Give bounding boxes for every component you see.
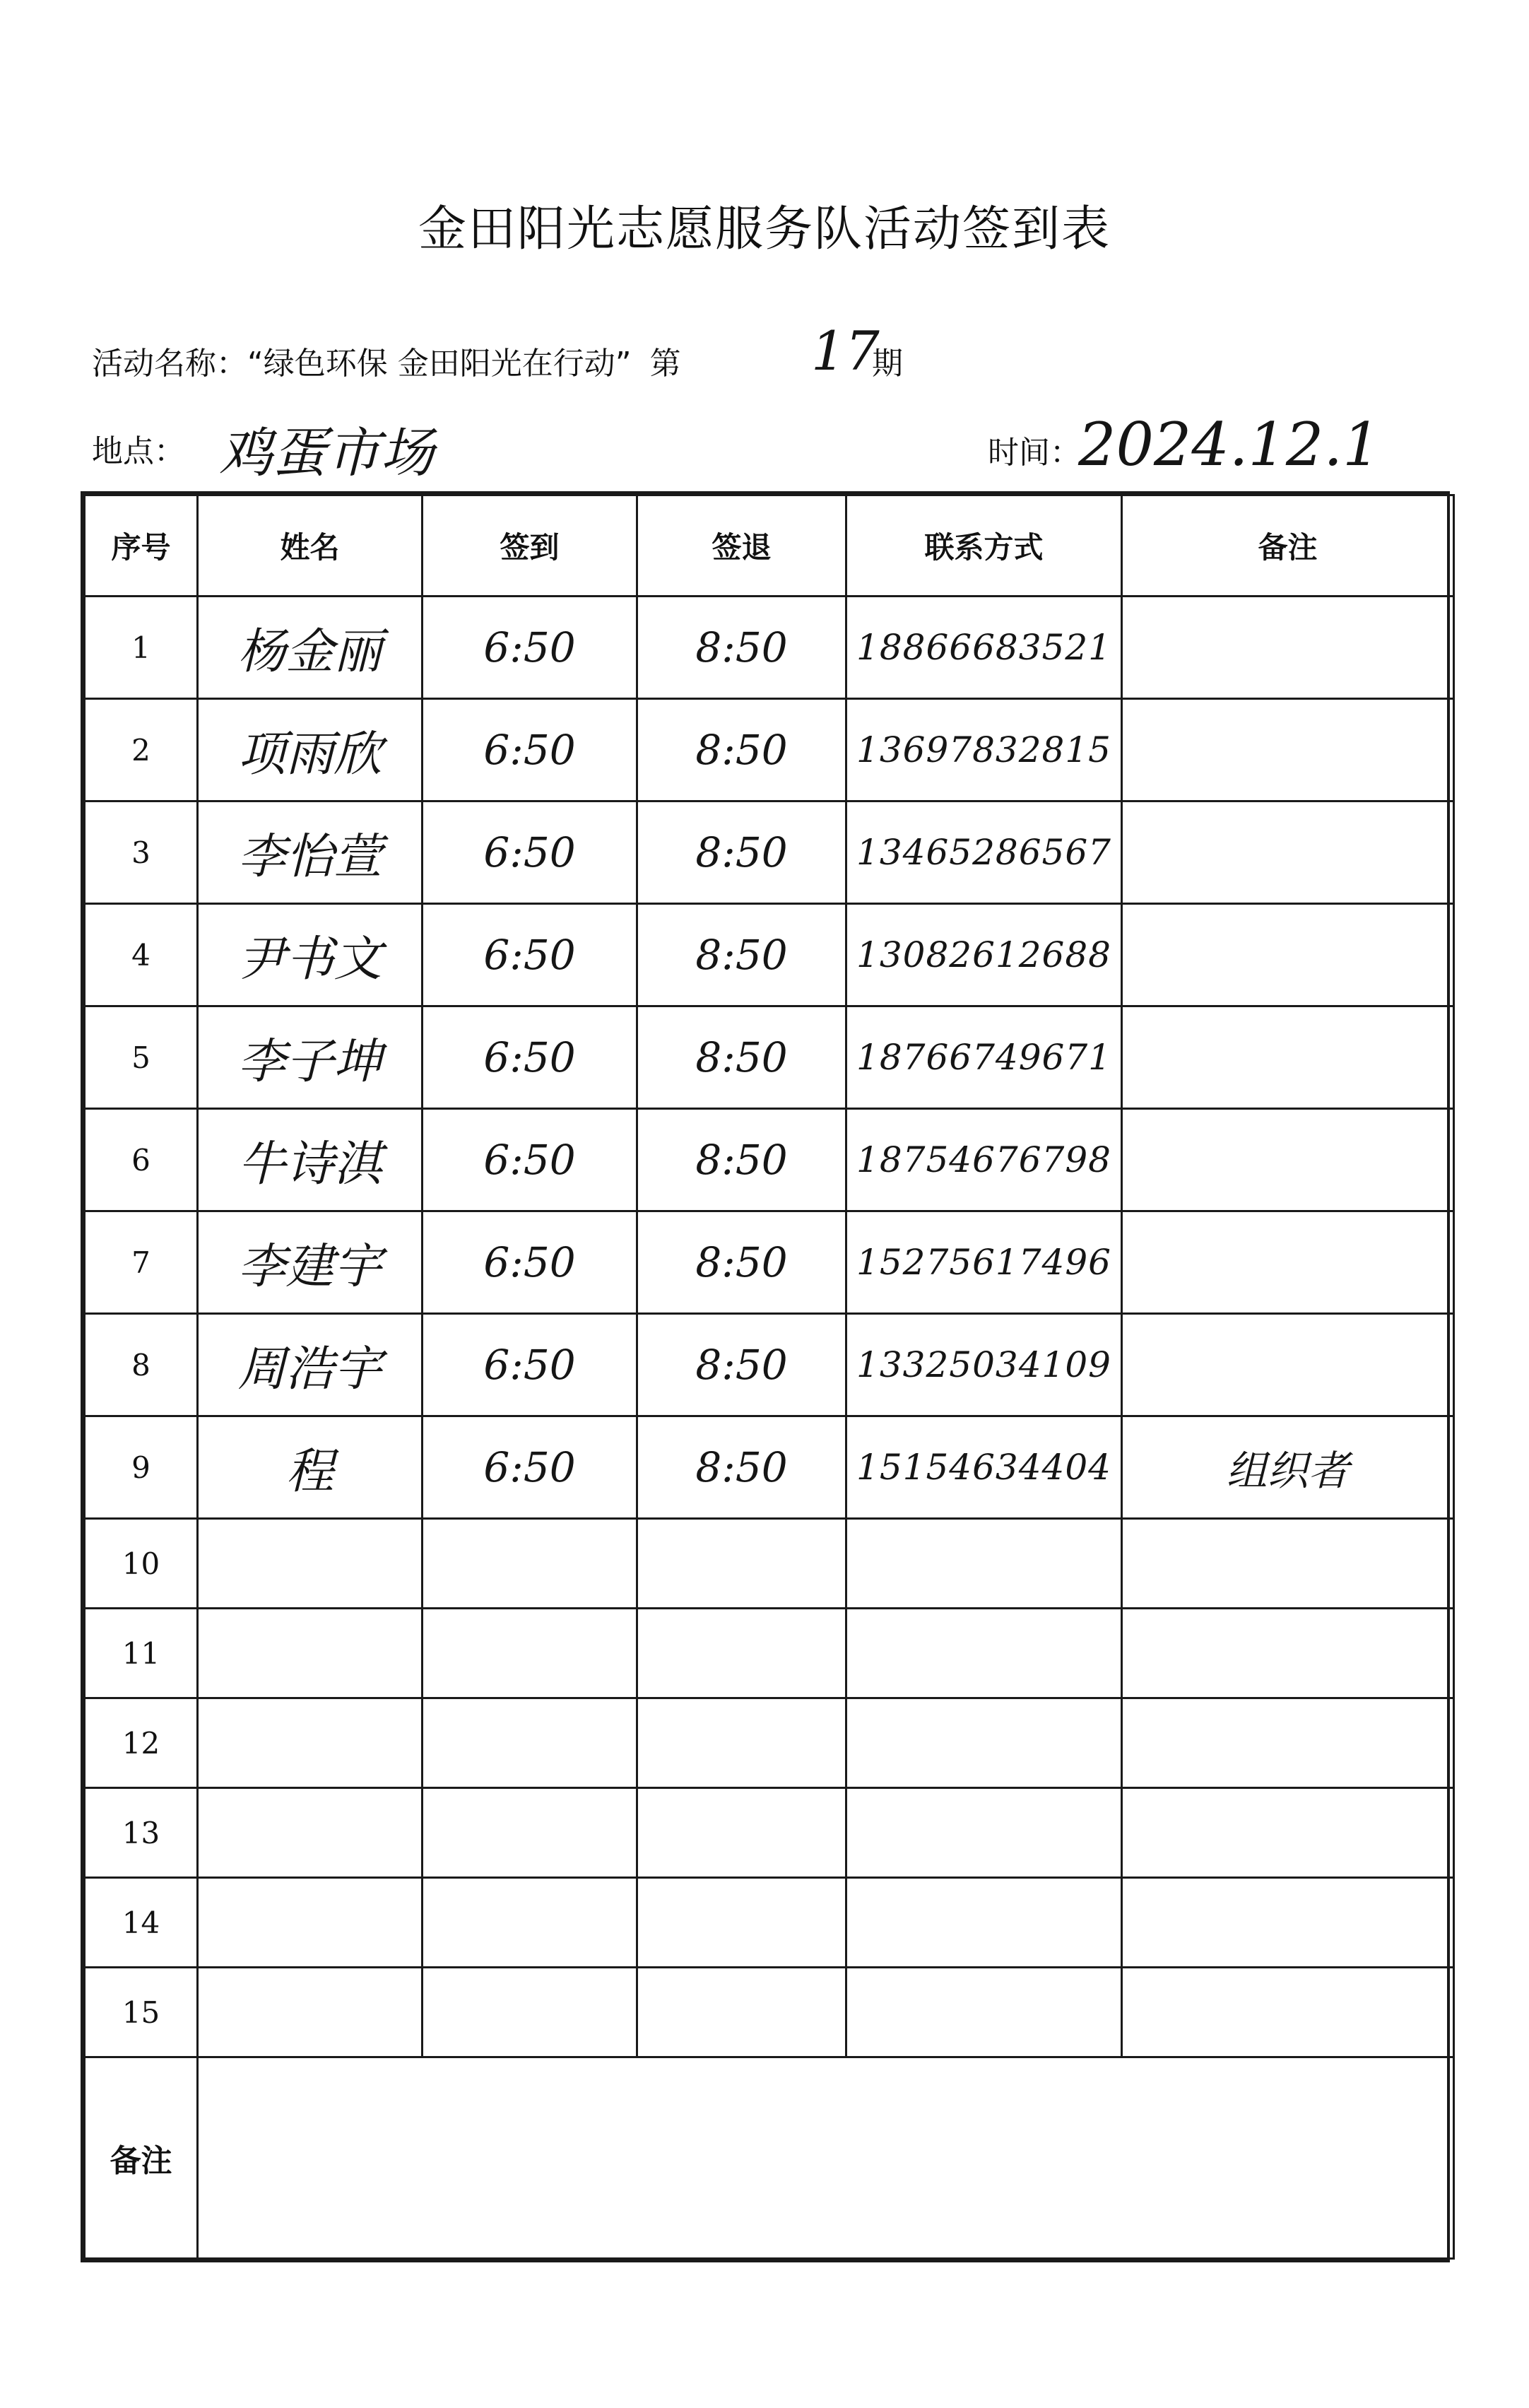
row-number: 6 <box>85 1109 198 1211</box>
row-sign-out: 8:50 <box>637 904 846 1006</box>
row-number: 5 <box>85 1006 198 1109</box>
row-remark <box>1122 1519 1454 1609</box>
activity-name: “绿色环保 金田阳光在行动” <box>247 346 632 382</box>
row-number: 9 <box>85 1416 198 1519</box>
row-name <box>198 1968 423 2057</box>
row-name: 李子坤 <box>198 1006 423 1109</box>
row-number: 7 <box>85 1211 198 1314</box>
row-sign-out <box>637 1519 846 1609</box>
row-sign-in: 6:50 <box>423 1109 637 1211</box>
table-row <box>85 1109 1454 1211</box>
row-remark <box>1122 1609 1454 1698</box>
row-phone: 13697832815 <box>846 699 1122 801</box>
notes-label: 备注 <box>85 2057 198 2259</box>
table-row <box>85 904 1454 1006</box>
row-phone: 13082612688 <box>846 904 1122 1006</box>
col-header-name: 姓名 <box>198 495 423 597</box>
row-phone <box>846 1968 1122 2057</box>
signin-table <box>81 491 1450 2262</box>
row-number: 1 <box>85 597 198 699</box>
row-phone <box>846 1878 1122 1968</box>
row-sign-in: 6:50 <box>423 801 637 904</box>
row-sign-out: 8:50 <box>637 1314 846 1416</box>
row-remark <box>1122 1878 1454 1968</box>
issue-suffix: 期 <box>872 346 903 382</box>
location-label: 地点： <box>92 433 185 469</box>
row-name <box>198 1609 423 1698</box>
row-name: 周浩宇 <box>198 1314 423 1416</box>
row-sign-out: 8:50 <box>637 1416 846 1519</box>
row-sign-in: 6:50 <box>423 1314 637 1416</box>
row-remark <box>1122 1006 1454 1109</box>
row-number: 10 <box>85 1519 198 1609</box>
row-phone: 18754676798 <box>846 1109 1122 1211</box>
row-number: 15 <box>85 1968 198 2057</box>
notes-row <box>85 2057 1454 2259</box>
row-remark <box>1122 1314 1454 1416</box>
row-sign-out <box>637 1698 846 1788</box>
row-number: 11 <box>85 1609 198 1698</box>
row-name: 项雨欣 <box>198 699 423 801</box>
col-header-sign-in: 签到 <box>423 495 637 597</box>
row-sign-out <box>637 1968 846 2057</box>
row-name: 李建宇 <box>198 1211 423 1314</box>
row-sign-in <box>423 1788 637 1878</box>
row-phone <box>846 1609 1122 1698</box>
table-row <box>85 1314 1454 1416</box>
table-header-row <box>85 495 1454 597</box>
row-sign-out <box>637 1609 846 1698</box>
row-sign-out: 8:50 <box>637 801 846 904</box>
notes-cell <box>198 2057 1454 2259</box>
time-value: 2024.12.1 <box>1078 410 1381 479</box>
row-remark <box>1122 1698 1454 1788</box>
row-sign-in: 6:50 <box>423 1416 637 1519</box>
row-phone <box>846 1698 1122 1788</box>
row-sign-in: 6:50 <box>423 597 637 699</box>
row-number: 8 <box>85 1314 198 1416</box>
table-row <box>85 1878 1454 1968</box>
issue-number: 17 <box>811 319 880 382</box>
row-remark <box>1122 1109 1454 1211</box>
row-sign-out: 8:50 <box>637 1211 846 1314</box>
row-remark <box>1122 699 1454 801</box>
issue-prefix: 第 <box>649 346 681 382</box>
row-name: 程 <box>198 1416 423 1519</box>
table-row <box>85 1519 1454 1609</box>
row-sign-in <box>423 1698 637 1788</box>
row-number: 13 <box>85 1788 198 1878</box>
row-remark <box>1122 904 1454 1006</box>
row-sign-in <box>423 1968 637 2057</box>
row-name <box>198 1698 423 1788</box>
table-row <box>85 1609 1454 1698</box>
row-sign-in: 6:50 <box>423 1006 637 1109</box>
table-row <box>85 801 1454 904</box>
row-phone <box>846 1788 1122 1878</box>
row-name <box>198 1878 423 1968</box>
row-phone <box>846 1519 1122 1609</box>
row-name <box>198 1519 423 1609</box>
table-row <box>85 1788 1454 1878</box>
row-sign-out: 8:50 <box>637 597 846 699</box>
col-header-sign-out: 签退 <box>637 495 846 597</box>
row-phone: 15275617496 <box>846 1211 1122 1314</box>
row-sign-out <box>637 1788 846 1878</box>
table-row <box>85 1006 1454 1109</box>
row-sign-in <box>423 1878 637 1968</box>
time-label: 时间： <box>988 435 1081 471</box>
activity-line <box>92 338 681 383</box>
row-phone: 13325034109 <box>846 1314 1122 1416</box>
row-phone: 13465286567 <box>846 801 1122 904</box>
row-name: 李怡萱 <box>198 801 423 904</box>
row-name: 杨金丽 <box>198 597 423 699</box>
table-row <box>85 1211 1454 1314</box>
row-remark <box>1122 801 1454 904</box>
row-sign-in: 6:50 <box>423 1211 637 1314</box>
row-remark <box>1122 1968 1454 2057</box>
table-row <box>85 1968 1454 2057</box>
row-sign-in: 6:50 <box>423 699 637 801</box>
row-sign-in: 6:50 <box>423 904 637 1006</box>
table-row <box>85 597 1454 699</box>
row-sign-in <box>423 1609 637 1698</box>
row-name: 尹书文 <box>198 904 423 1006</box>
row-sign-out: 8:50 <box>637 699 846 801</box>
row-phone: 18766749671 <box>846 1006 1122 1109</box>
row-phone: 15154634404 <box>846 1416 1122 1519</box>
page-title: 金田阳光志愿服务队活动签到表 <box>418 201 1111 257</box>
row-sign-out <box>637 1878 846 1968</box>
row-remark <box>1122 1788 1454 1878</box>
row-number: 3 <box>85 801 198 904</box>
row-number: 12 <box>85 1698 198 1788</box>
row-sign-in <box>423 1519 637 1609</box>
row-number: 2 <box>85 699 198 801</box>
location-value: 鸡蛋市场 <box>219 421 434 484</box>
row-remark: 组织者 <box>1122 1416 1454 1519</box>
row-remark <box>1122 1211 1454 1314</box>
row-remark <box>1122 597 1454 699</box>
table-row <box>85 699 1454 801</box>
row-name: 牛诗淇 <box>198 1109 423 1211</box>
row-sign-out: 8:50 <box>637 1109 846 1211</box>
table-row <box>85 1698 1454 1788</box>
col-header-remark: 备注 <box>1122 495 1454 597</box>
col-header-no: 序号 <box>85 495 198 597</box>
row-sign-out: 8:50 <box>637 1006 846 1109</box>
col-header-contact: 联系方式 <box>846 495 1122 597</box>
table-row <box>85 1416 1454 1519</box>
row-phone: 18866683521 <box>846 597 1122 699</box>
row-name <box>198 1788 423 1878</box>
activity-label: 活动名称： <box>92 346 247 382</box>
row-number: 14 <box>85 1878 198 1968</box>
row-number: 4 <box>85 904 198 1006</box>
